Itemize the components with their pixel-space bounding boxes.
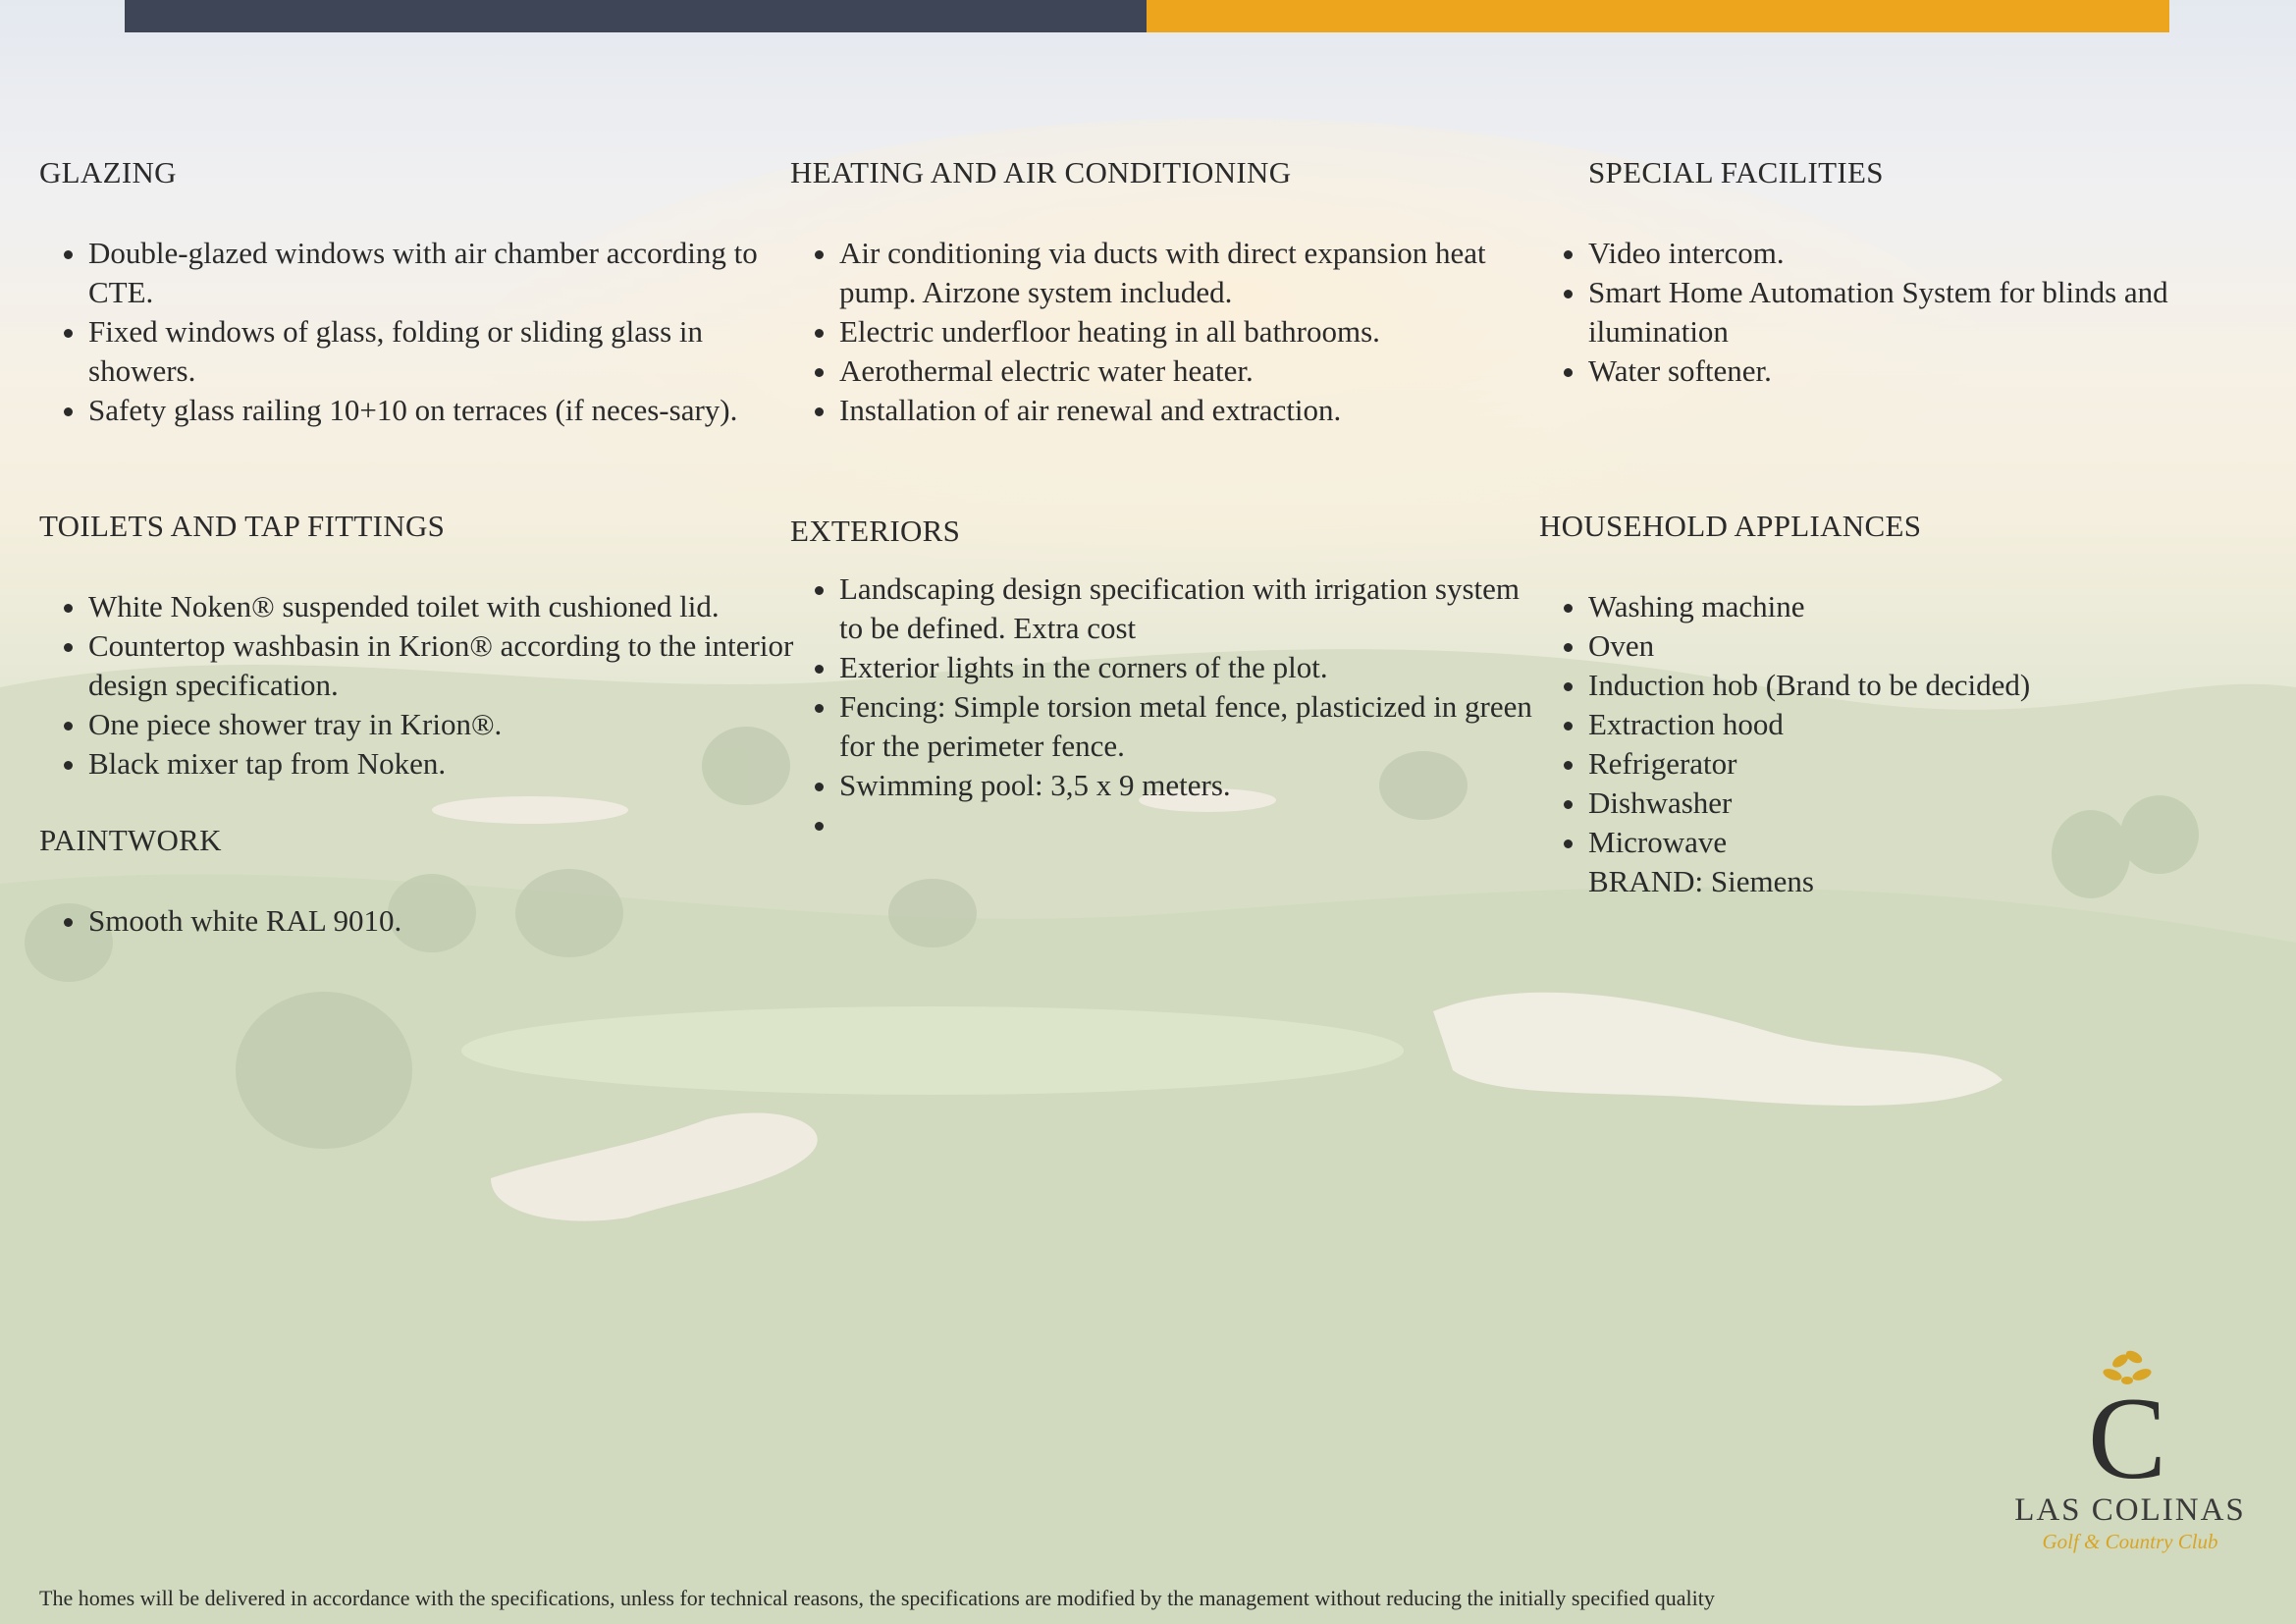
list-item: • Video intercom. [1588, 234, 2295, 273]
list-item: • Fixed windows of glass, folding or sliding glass in showers. [88, 312, 795, 391]
top-accent-bar-gold [1147, 0, 2169, 32]
heating-list [790, 234, 1546, 430]
section-title-paintwork: PAINTWORK [39, 823, 222, 857]
glazing-list [39, 234, 795, 430]
section-title-heating: HEATING AND AIR CONDITIONING [790, 155, 1292, 189]
list-item: • Landscaping design specification with irrigation system to be defined. Extra cost [839, 569, 1546, 648]
list-item: • Smart Home Automation System for blinds and ilumination [1588, 273, 2295, 352]
special-list [1539, 234, 2295, 391]
list-item: • Black mixer tap from Noken. [88, 744, 815, 784]
list-item: • Washing machine [1588, 587, 2295, 626]
list-item: • Electric underfloor heating in all bathrooms. [839, 312, 1546, 352]
list-item: • Extraction hood [1588, 705, 2295, 744]
list-item: • Oven [1588, 626, 2295, 666]
list-item: • Dishwasher [1588, 784, 2295, 823]
las-colinas-logo [2002, 1345, 2258, 1561]
list-item: • Induction hob (Brand to be decided) [1588, 666, 2295, 705]
section-title-appliances: HOUSEHOLD APPLIANCES [1539, 509, 1922, 543]
list-item: • Installation of air renewal and extraction. [839, 391, 1546, 430]
section-title-exteriors: EXTERIORS [790, 514, 961, 548]
leaf-monogram-icon [2002, 1345, 2258, 1492]
svg-text:C: C [2087, 1373, 2167, 1492]
list-item: • Water softener. [1588, 352, 2295, 391]
paintwork-list [39, 901, 795, 941]
list-item: • Swimming pool: 3,5 x 9 meters. [839, 766, 1546, 805]
list-item: • Smooth white RAL 9010. [88, 901, 795, 941]
list-item-empty [839, 805, 1546, 844]
section-title-special: SPECIAL FACILITIES [1588, 155, 1884, 189]
list-item: • Aerothermal electric water heater. [839, 352, 1546, 391]
list-item: • Fencing: Simple torsion metal fence, plasticized in green for the perimeter fence. [839, 687, 1546, 766]
logo-subtitle: Golf & Country Club [2042, 1530, 2218, 1553]
exteriors-list [790, 569, 1546, 844]
list-item: • Microwave [1588, 823, 2295, 862]
list-item: • Countertop washbasin in Krion® according to the interior design specification. [88, 626, 815, 705]
logo-name: LAS COLINAS [2014, 1492, 2246, 1528]
section-title-glazing: GLAZING [39, 155, 177, 189]
toilets-list [39, 587, 815, 784]
list-item: • Double-glazed windows with air chamber according to CTE. [88, 234, 795, 312]
list-item: • Safety glass railing 10+10 on terraces (if neces-sary). [88, 391, 795, 430]
list-item: • One piece shower tray in Krion®. [88, 705, 815, 744]
list-item: • Exterior lights in the corners of the plot. [839, 648, 1546, 687]
list-item: • Air conditioning via ducts with direct expansion heat pump. Airzone system included. [839, 234, 1546, 312]
top-accent-bar-dark [125, 0, 1147, 32]
list-item: • White Noken® suspended toilet with cushioned lid. [88, 587, 815, 626]
section-title-toilets: TOILETS AND TAP FITTINGS [39, 509, 446, 543]
list-item: • Refrigerator [1588, 744, 2295, 784]
appliances-list [1539, 587, 2295, 862]
appliances-brand: BRAND: Siemens [1588, 864, 1814, 898]
footer-disclaimer: The homes will be delivered in accordance with the specifications, unless for technical reasons, the specifications are modified by the management without reducing the initially specified quality [39, 1586, 1715, 1610]
